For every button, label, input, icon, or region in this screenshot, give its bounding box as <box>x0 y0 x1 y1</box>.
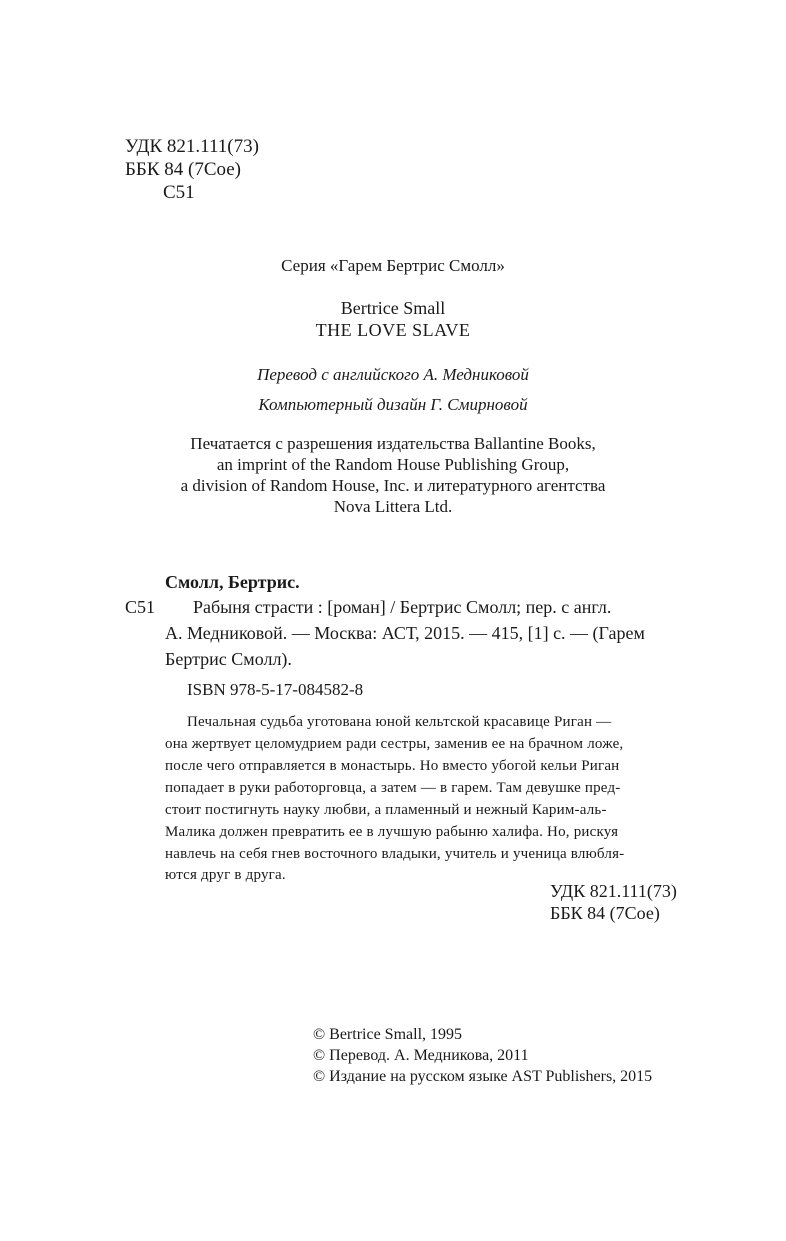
annotation-line: стоит постигнуть науку любви, а пламенный и нежный Карим-аль- <box>165 802 607 818</box>
classification-top <box>125 135 259 204</box>
description-line: Бертрис Смолл). <box>165 649 292 669</box>
designer-credit: Компьютерный дизайн Г. Смирновой <box>258 395 528 414</box>
copyright-line: © Bertrice Small, 1995 <box>313 1026 463 1043</box>
classification-bottom <box>550 880 677 924</box>
author-sign: С51 <box>125 597 156 617</box>
annotation-line: после чего отправляется в монастырь. Но вместо убогой кельи Риган <box>165 758 620 774</box>
udk-code: УДК 821.111(73) <box>550 881 677 901</box>
author-heading: Смолл, Бертрис. <box>165 572 300 592</box>
translator-credit: Перевод с английского А. Медниковой <box>257 365 529 384</box>
permission-line: Печатается с разрешения издательства Ballantine Books, <box>190 434 596 453</box>
bbk-code: ББК 84 (7Сое) <box>125 159 241 180</box>
permission-line: Nova Littera Ltd. <box>333 497 453 516</box>
annotation-line: Печальная судьба уготована юной кельтской красавице Риган — <box>187 714 612 730</box>
original-title: THE LOVE SLAVE <box>315 320 471 340</box>
annotation-line: Малика должен превратить ее в лучшую рабыню халифа. Но, рискуя <box>165 824 619 840</box>
copyright-line: © Издание на русском языке AST Publishers, 2015 <box>313 1068 653 1085</box>
permission-line: a division of Random House, Inc. и литературного агентства <box>180 476 606 495</box>
permission-line: an imprint of the Random House Publishing Group, <box>216 455 570 474</box>
author-sign: С51 <box>163 182 195 203</box>
annotation-line: попадает в руки работорговца, а затем — в гарем. Там девушке пред- <box>165 780 621 796</box>
copyright-line: © Перевод. А. Медникова, 2011 <box>313 1047 529 1064</box>
description-line: Рабыня страсти : [роман] / Бертрис Смолл; пер. с англ. <box>193 597 612 617</box>
udk-code: УДК 821.111(73) <box>125 136 259 157</box>
annotation-line: навлечь на себя гнев восточного владыки, учитель и ученица влюбля- <box>165 846 625 862</box>
series-title: Серия «Гарем Бертрис Смолл» <box>281 256 505 275</box>
annotation-line: она жертвует целомудрием ради сестры, заменив ее на брачном ложе, <box>165 736 624 752</box>
isbn: ISBN 978-5-17-084582-8 <box>187 680 364 699</box>
annotation-line: ются друг в друга. <box>165 867 286 883</box>
description-line: А. Медниковой. — Москва: АСТ, 2015. — 415, [1] с. — (Гарем <box>165 623 645 643</box>
bbk-code: ББК 84 (7Сое) <box>550 903 660 923</box>
original-author: Bertrice Small <box>340 298 446 318</box>
